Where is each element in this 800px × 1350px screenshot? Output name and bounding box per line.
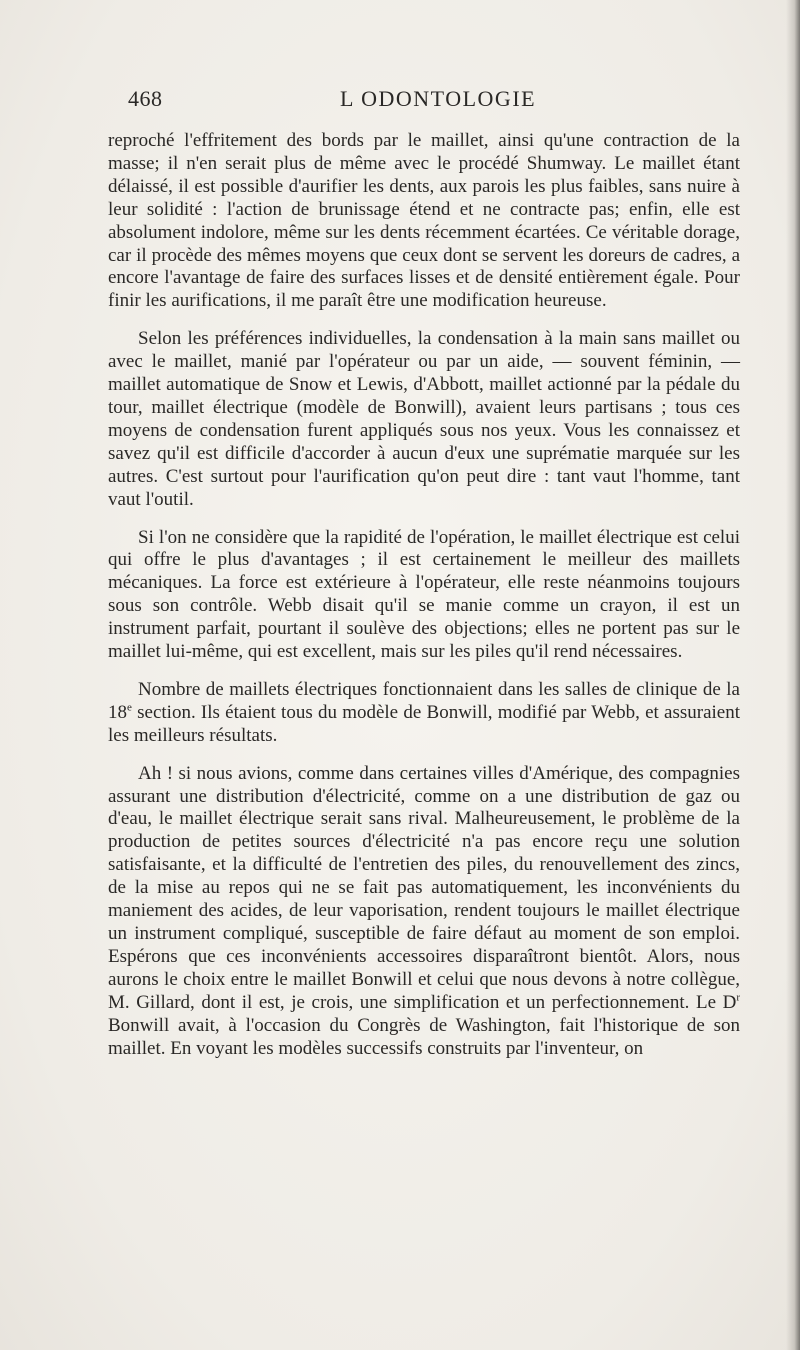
paragraph-5-text-b: Bonwill avait, à l'occasion du Congrès de Washington, fait l'historique de son maillet. En voyant les modèles successifs construits par l'inventeur, on (108, 1014, 740, 1059)
body-text (108, 130, 740, 1075)
page-header (108, 86, 740, 120)
running-title: L ODONTOLOGIE (340, 86, 537, 111)
paragraph-2: Selon les préférences individuelles, la condensation à la main sans maillet ou avec le maillet, manié par l'opérateur ou par un aide, — souvent féminin, — maillet automatique de Snow et Lewis, d'Abbott, maillet actionné par la pédale du tour, maillet électrique (modèle de Bonwill), avaient leurs partisans ; tous ces moyens de condensation furent appliqués sous nos yeux. Vous les connaissez et savez qu'il est difficile d'accorder à aucun d'eux une suprématie marquée sur les autres. C'est surtout pour l'aurification qu'on peut dire : tant vaut l'homme, tant vaut l'outil. (108, 328, 740, 510)
paragraph-5-text-a: Ah ! si nous avions, comme dans certaines villes d'Amérique, des compagnies assurant une distribution d'électricité, comme on a une distribution de gaz ou d'eau, le maillet électrique serait sans rival. Malheureusement, le problème de la production de petites sources d'électricité n'a pas encore reçu une solution satisfaisante, et la difficulté de l'entretien des piles, du renouvellement des zincs, de la mise au repos qui ne se fait pas automatiquement, les inconvénients du maniement des acides, de leur vaporisation, rendent toujours le maillet électrique un instrument compliqué, susceptible de faire défaut au moment de son emploi. Espérons que ces inconvénients accessoires disparaîtront bientôt. Alors, nous aurons le choix entre le maillet Bonwill et celui que nous devons à notre collègue, M. Gillard, dont il est, je crois, une simplification et un perfectionnement. Le D (108, 762, 740, 1013)
superscript-e: e (127, 701, 132, 714)
page-edge-shadow (786, 0, 800, 1350)
paragraph-4-text-b: section. Ils étaient tous du modèle de Bonwill, modifié par Webb, et assuraient les meilleurs résultats. (108, 701, 740, 746)
superscript-r: r (736, 991, 740, 1004)
paragraph-4-text-a: Nombre de maillets électriques fonctionnaient dans les salles de clinique de la 18 (108, 678, 740, 723)
paragraph-5 (108, 763, 740, 1061)
page-number: 468 (128, 86, 163, 111)
paragraph-1: reproché l'effritement des bords par le maillet, ainsi qu'une contraction de la masse; il n'en serait plus de même avec le procédé Shumway. Le maillet étant délaissé, il est possible d'aurifier les dents, aux parois les plus faibles, sans nuire à leur solidité : l'action de brunissage étend et ne contracte pas; enfin, elle est absolument indolore, même sur les dents récemment écartées. Ce véritable dorage, car il procède des mêmes moyens que ceux dont se servent les doreurs de cadres, a encore l'avantage de faire des surfaces lisses et de densité entièrement égale. Pour finir les aurifications, il me paraît être une modification heureuse. (108, 130, 740, 312)
paragraph-4 (108, 679, 740, 748)
paragraph-3: Si l'on ne considère que la rapidité de l'opération, le maillet électrique est celui qui offre le plus d'avantages ; il est certainement le meilleur des maillets mécaniques. La force est extérieure à l'opérateur, elle reste néanmoins toujours sous son contrôle. Webb disait qu'il se manie comme un crayon, il est un instrument parfait, pourtant il soulève des objections; elles ne portent pas sur le maillet lui-même, qui est excellent, mais sur les piles qu'il rend nécessaires. (108, 526, 740, 663)
